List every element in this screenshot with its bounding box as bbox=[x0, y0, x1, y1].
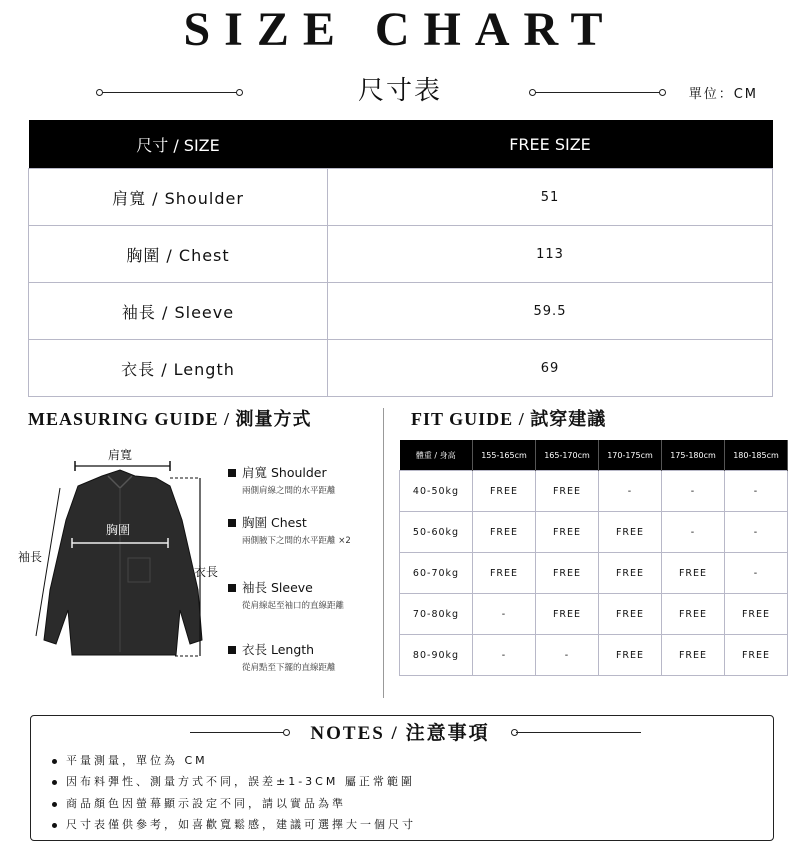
note-item bbox=[52, 816, 416, 832]
fit-cell: FREE bbox=[599, 512, 662, 553]
guide-item-shoulder bbox=[228, 462, 382, 498]
note-text: 平量測量，單位為 CM bbox=[66, 754, 208, 767]
table-row bbox=[29, 283, 773, 340]
corner-header: 體重 / 身高 bbox=[400, 440, 473, 471]
fit-cell: - bbox=[536, 635, 599, 676]
row-label: 袖長 / Sleeve bbox=[29, 283, 328, 340]
shoulder-label: 肩寬 bbox=[108, 448, 133, 462]
fit-cell: FREE bbox=[473, 512, 536, 553]
sleeve-label: 袖長 bbox=[18, 550, 43, 564]
fit-cell: FREE bbox=[473, 553, 536, 594]
row-label: 胸圍 / Chest bbox=[29, 226, 328, 283]
free-size-column-header: FREE SIZE bbox=[328, 120, 773, 169]
note-text: 尺寸表僅供參考，如喜歡寬鬆感，建議可選擇大一個尺寸 bbox=[66, 818, 416, 831]
guide-item-chest bbox=[228, 512, 382, 548]
weight-cell: 80-90kg bbox=[400, 635, 473, 676]
weight-cell: 70-80kg bbox=[400, 594, 473, 635]
divider-dot bbox=[659, 89, 666, 96]
fit-cell: FREE bbox=[536, 471, 599, 512]
note-text: 商品顏色因螢幕顯示設定不同，請以實品為準 bbox=[66, 797, 346, 810]
shirt-shape bbox=[44, 470, 202, 655]
fit-cell: FREE bbox=[599, 635, 662, 676]
height-header: 175-180cm bbox=[662, 440, 725, 471]
page-title: SIZE CHART bbox=[183, 3, 617, 56]
table-row bbox=[400, 471, 788, 512]
row-label: 衣長 / Length bbox=[29, 340, 328, 397]
fit-cell: FREE bbox=[536, 553, 599, 594]
unit-label: 單位：CM bbox=[688, 87, 758, 102]
guide-label: 袖長 Sleeve bbox=[242, 580, 313, 595]
weight-cell: 40-50kg bbox=[400, 471, 473, 512]
fit-cell: FREE bbox=[725, 594, 788, 635]
table-row bbox=[400, 635, 788, 676]
notes-title: NOTES / 注意事項 bbox=[310, 723, 490, 744]
size-column-header: 尺寸 / SIZE bbox=[29, 120, 328, 169]
row-value: 69 bbox=[328, 340, 773, 397]
note-text: 因布料彈性、測量方式不同，誤差±1-3CM 屬正常範圍 bbox=[66, 775, 415, 788]
title-divider-right bbox=[533, 92, 663, 93]
height-header: 180-185cm bbox=[725, 440, 788, 471]
guide-desc: 從肩線起至袖口的直線距離 bbox=[242, 601, 345, 611]
chest-label: 胸圍 bbox=[106, 523, 131, 537]
guide-desc: 兩側肩線之間的水平距離 bbox=[242, 486, 336, 496]
square-bullet-icon bbox=[228, 646, 236, 654]
guide-label: 肩寬 Shoulder bbox=[242, 465, 327, 480]
guide-label: 衣長 Length bbox=[242, 642, 315, 657]
square-bullet-icon bbox=[228, 469, 236, 477]
fit-cell: FREE bbox=[599, 594, 662, 635]
table-row bbox=[29, 169, 773, 226]
dot-bullet-icon bbox=[52, 802, 57, 807]
fit-cell: FREE bbox=[473, 471, 536, 512]
row-label: 肩寬 / Shoulder bbox=[29, 169, 328, 226]
fit-cell: FREE bbox=[662, 553, 725, 594]
length-label: 衣長 bbox=[194, 565, 219, 579]
page-subtitle: 尺寸表 bbox=[357, 76, 442, 106]
fit-cell: FREE bbox=[599, 553, 662, 594]
table-row bbox=[400, 512, 788, 553]
fit-cell: - bbox=[662, 471, 725, 512]
table-row bbox=[400, 553, 788, 594]
dot-bullet-icon bbox=[52, 759, 57, 764]
shirt-illustration bbox=[20, 440, 225, 665]
fit-cell: - bbox=[662, 512, 725, 553]
fit-cell: FREE bbox=[662, 635, 725, 676]
note-item bbox=[52, 795, 346, 811]
size-table bbox=[28, 120, 773, 397]
note-item bbox=[52, 752, 208, 768]
weight-cell: 50-60kg bbox=[400, 512, 473, 553]
dot-bullet-icon bbox=[52, 780, 57, 785]
guide-item-sleeve bbox=[228, 577, 382, 613]
table-row bbox=[400, 594, 788, 635]
fit-cell: FREE bbox=[725, 635, 788, 676]
size-table-header bbox=[29, 120, 773, 169]
divider-dot bbox=[529, 89, 536, 96]
row-value: 59.5 bbox=[328, 283, 773, 340]
fit-cell: FREE bbox=[536, 594, 599, 635]
fit-cell: - bbox=[725, 512, 788, 553]
measuring-guide-title: MEASURING GUIDE / 測量方式 bbox=[28, 409, 312, 429]
guide-item-length bbox=[228, 639, 382, 675]
row-value: 113 bbox=[328, 226, 773, 283]
fit-table-header bbox=[400, 440, 788, 471]
fit-cell: FREE bbox=[536, 512, 599, 553]
guide-label: 胸圍 Chest bbox=[242, 515, 307, 530]
notes-divider-right bbox=[516, 732, 641, 733]
height-header: 165-170cm bbox=[536, 440, 599, 471]
fit-cell: FREE bbox=[662, 594, 725, 635]
section-divider bbox=[383, 408, 384, 698]
fit-cell: - bbox=[473, 594, 536, 635]
fit-cell: - bbox=[473, 635, 536, 676]
guide-desc: 兩側腋下之間的水平距離 ×2 bbox=[242, 536, 351, 546]
height-header: 170-175cm bbox=[599, 440, 662, 471]
row-value: 51 bbox=[328, 169, 773, 226]
fit-cell: - bbox=[725, 553, 788, 594]
square-bullet-icon bbox=[228, 584, 236, 592]
fit-table bbox=[399, 440, 788, 676]
fit-cell: - bbox=[725, 471, 788, 512]
square-bullet-icon bbox=[228, 519, 236, 527]
fit-guide-title: FIT GUIDE / 試穿建議 bbox=[411, 409, 607, 429]
table-row bbox=[29, 226, 773, 283]
note-item bbox=[52, 773, 415, 789]
guide-desc: 從肩點至下擺的直線距離 bbox=[242, 663, 336, 673]
weight-cell: 60-70kg bbox=[400, 553, 473, 594]
table-row bbox=[29, 340, 773, 397]
height-header: 155-165cm bbox=[473, 440, 536, 471]
dot-bullet-icon bbox=[52, 823, 57, 828]
fit-cell: - bbox=[599, 471, 662, 512]
